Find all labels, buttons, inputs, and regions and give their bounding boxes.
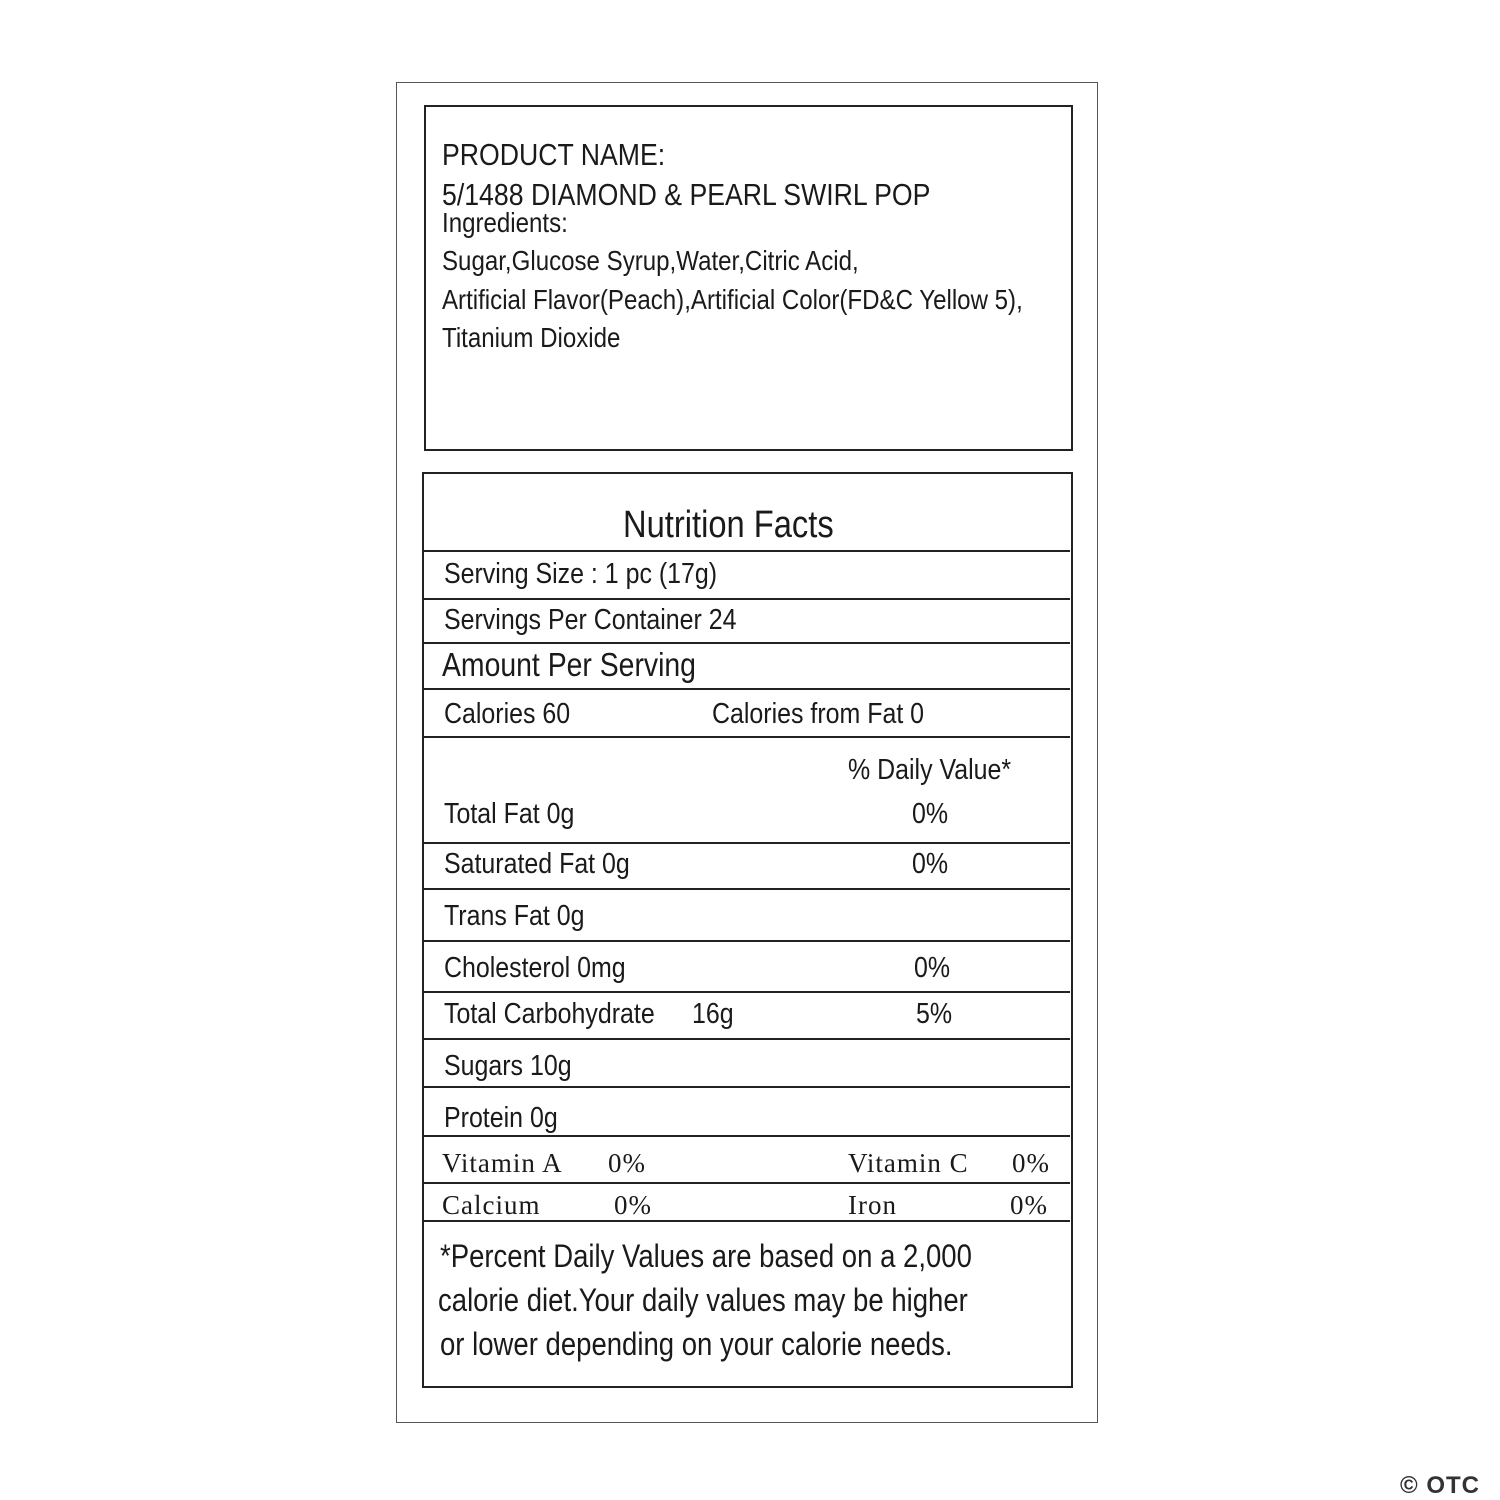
vitamin-c-label: Vitamin C [848,1148,969,1178]
amount-per-serving: Amount Per Serving [442,646,696,683]
iron-value: 0% [1010,1190,1048,1220]
calories-from-fat: Calories from Fat 0 [712,698,925,730]
nutrient-dv-saturated-fat: 0% [912,848,949,880]
divider [424,1086,1070,1088]
ingredients-line: Titanium Dioxide [442,322,621,353]
product-name: 5/1488 DIAMOND & PEARL SWIRL POP [442,177,931,212]
divider [424,550,1070,552]
nutrient-dv-cholesterol: 0% [914,952,951,984]
nutrient-label-saturated-fat: Saturated Fat 0g [444,848,630,880]
vitamin-c-value: 0% [1012,1148,1050,1178]
divider [424,1182,1070,1184]
calcium-label: Calcium [442,1190,541,1220]
divider [424,1135,1070,1137]
divider [424,598,1070,600]
iron-label: Iron [848,1190,897,1220]
divider [424,991,1070,993]
divider [424,888,1070,890]
vitamin-a-label: Vitamin A [442,1148,563,1178]
ingredients-label: Ingredients: [442,207,568,238]
calories: Calories 60 [444,698,571,730]
divider [424,688,1070,690]
nutrient-label-cholesterol: Cholesterol 0mg [444,952,626,984]
nutrient-label-total-fat: Total Fat 0g [444,798,575,830]
divider [424,1220,1070,1222]
nutrient-dv-total-carbohydrate: 5% [916,998,953,1030]
ingredients-line: Artificial Flavor(Peach),Artificial Color(FD&C Yellow 5), [442,284,1023,315]
footnote-line: calorie diet.Your daily values may be higher [438,1282,968,1318]
footnote-line: or lower depending on your calorie needs. [440,1326,953,1362]
serving-size: Serving Size : 1 pc (17g) [444,558,718,590]
nutrient-label-sugars: Sugars 10g [444,1050,572,1082]
nutrient-label-trans-fat: Trans Fat 0g [444,900,585,932]
divider [424,940,1070,942]
nutrient-dv-total-fat: 0% [912,798,949,830]
ingredients-panel [424,105,1073,451]
otc-watermark: © OTC [1400,1472,1481,1499]
divider [424,642,1070,644]
divider [424,842,1070,844]
nutrition-facts-title: Nutrition Facts [623,504,834,546]
nutrient-label-protein: Protein 0g [444,1102,558,1134]
footnote-line: *Percent Daily Values are based on a 2,000 [440,1238,972,1274]
calcium-value: 0% [614,1190,652,1220]
divider [424,1038,1070,1040]
divider [424,736,1070,738]
daily-value-header: % Daily Value* [848,754,1012,786]
nutrient-amount-total-carbohydrate: 16g [692,998,734,1030]
product-name-label: PRODUCT NAME: [442,137,666,172]
ingredients-line: Sugar,Glucose Syrup,Water,Citric Acid, [442,245,859,276]
nutrient-label-total-carbohydrate: Total Carbohydrate [444,998,655,1030]
nutrition-facts-panel [422,472,1073,1388]
vitamin-a-value: 0% [608,1148,646,1178]
servings-per-container: Servings Per Container 24 [444,604,737,636]
